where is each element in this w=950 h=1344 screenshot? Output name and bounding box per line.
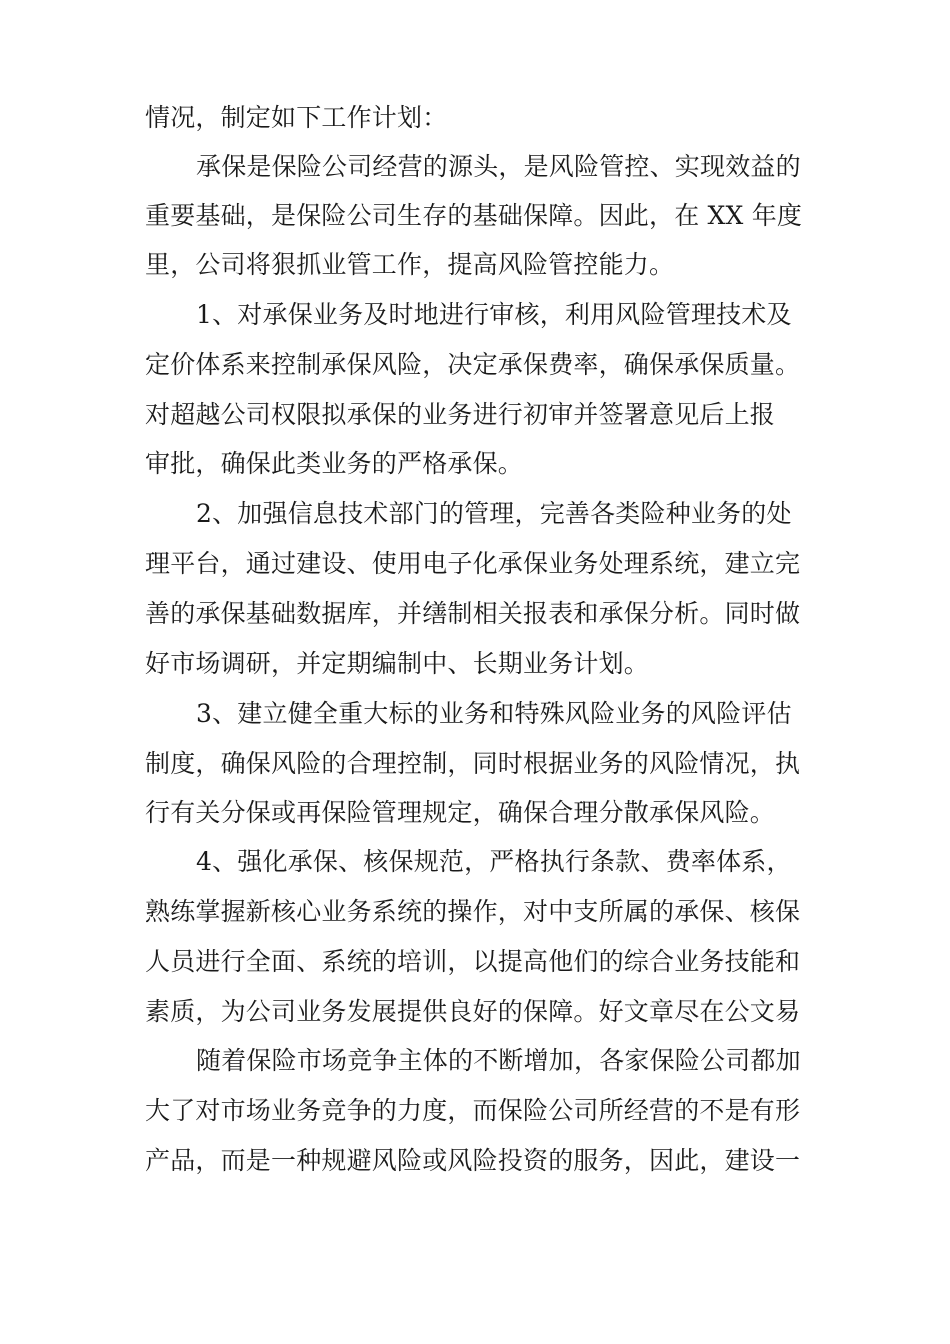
text-line: 理平台，通过建设、使用电子化承保业务处理系统，建立完 [145, 549, 801, 578]
text-line: 里，公司将狠抓业管工作，提高风险管控能力。 [145, 250, 675, 279]
text-line: 情况，制定如下工作计划： [145, 103, 448, 132]
text-line: 善的承保基础数据库，并缮制相关报表和承保分析。同时做 [145, 599, 801, 628]
text-line: 定价体系来控制承保风险，决定承保费率，确保承保质量。 [145, 350, 801, 379]
text-line: 重要基础，是保险公司生存的基础保障。因此，在 XX 年度 [145, 201, 803, 230]
paragraph-first-line: 4、强化承保、核保规范，严格执行条款、费率体系， [196, 847, 792, 876]
text-line: 对超越公司权限拟承保的业务进行初审并签署意见后上报 [145, 400, 776, 429]
text-line: 行有关分保或再保险管理规定，确保合理分散承保风险。 [145, 798, 776, 827]
paragraph-first-line: 2、加强信息技术部门的管理，完善各类险种业务的处 [196, 499, 792, 528]
paragraph-first-line: 3、建立健全重大标的业务和特殊风险业务的风险评估 [196, 699, 792, 728]
text-line: 产品，而是一种规避风险或风险投资的服务，因此，建设一 [145, 1146, 801, 1175]
text-line: 好市场调研，并定期编制中、长期业务计划。 [145, 649, 650, 678]
text-line: 人员进行全面、系统的培训，以提高他们的综合业务技能和 [145, 947, 801, 976]
paragraph-first-line: 随着保险市场竞争主体的不断增加，各家保险公司都加 [196, 1046, 801, 1075]
paragraph-first-line: 1、对承保业务及时地进行审核，利用风险管理技术及 [196, 300, 792, 329]
text-line: 熟练掌握新核心业务系统的操作，对中支所属的承保、核保 [145, 897, 801, 926]
text-line: 审批，确保此类业务的严格承保。 [145, 449, 524, 478]
paragraph-first-line: 承保是保险公司经营的源头，是风险管控、实现效益的 [196, 152, 801, 181]
text-line: 大了对市场业务竞争的力度，而保险公司所经营的不是有形 [145, 1096, 801, 1125]
text-line: 素质，为公司业务发展提供良好的保障。好文章尽在公文易 [145, 997, 801, 1026]
text-line: 制度，确保风险的合理控制，同时根据业务的风险情况，执 [145, 749, 801, 778]
